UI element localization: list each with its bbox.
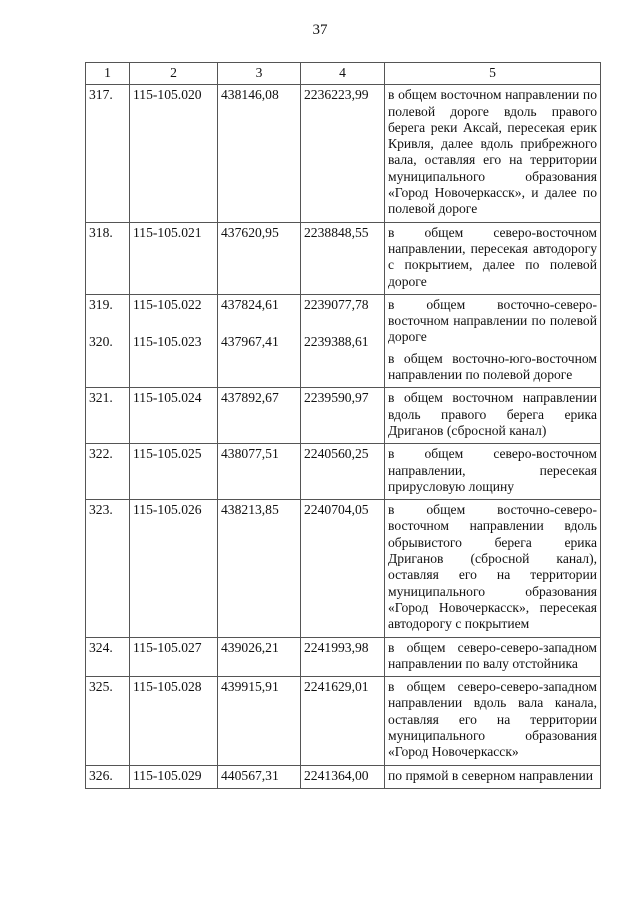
coord-x: 440567,31 — [218, 765, 301, 788]
row-number: 324. — [86, 637, 130, 677]
coord-y: 2239388,61 — [304, 334, 369, 350]
coord-x: 437967,41 — [221, 334, 279, 350]
point-code-group — [130, 294, 218, 387]
point-code: 115-105.027 — [130, 637, 218, 677]
table-row — [86, 388, 601, 444]
coord-x: 438146,08 — [218, 85, 301, 222]
table-row-group — [86, 294, 601, 387]
coord-x-group — [218, 294, 301, 387]
table-row — [86, 444, 601, 500]
table-row — [86, 677, 601, 765]
page-number: 37 — [312, 22, 328, 38]
table-row — [86, 637, 601, 677]
header-col-1: 1 — [86, 63, 130, 85]
coord-x: 439026,21 — [218, 637, 301, 677]
coord-x: 439915,91 — [218, 677, 301, 765]
route-description: в общем северо-северо-западном направлении вдоль вала канала, оставляя его на территории муниципального образования «Город Новочеркасск» — [385, 677, 601, 765]
route-description: в общем восточном направлении по полевой дороге вдоль правого берега реки Аксай, пересекая ерик Кривля, далее вдоль прибрежного вала, оставляя его на территории муниципального образования «Город Новочеркасск», и далее по полевой дороге — [385, 85, 601, 222]
coord-y: 2238848,55 — [301, 222, 385, 294]
route-description: по прямой в северном направлении — [385, 765, 601, 788]
route-description: в общем северо-восточном направлении, пересекая автодорогу с покрытием, далее по полевой дороге — [385, 222, 601, 294]
route-description: в общем восточно-северо-восточном направлении вдоль обрывистого берега ерика Дриганов (сбросной канал), оставляя его на территории муниципального образования «Город Новочеркасск», пересекая автодорогу с покрытием — [385, 500, 601, 637]
coord-y: 2239590,97 — [301, 388, 385, 444]
row-number: 325. — [86, 677, 130, 765]
coord-y: 2241993,98 — [301, 637, 385, 677]
route-description: в общем северо-восточном направлении, пересекая прирусловую лощину — [385, 444, 601, 500]
coord-y: 2236223,99 — [301, 85, 385, 222]
point-code: 115-105.025 — [130, 444, 218, 500]
point-code: 115-105.028 — [130, 677, 218, 765]
row-number: 326. — [86, 765, 130, 788]
route-description: в общем северо-северо-западном направлении по валу отстойника — [385, 637, 601, 677]
row-number: 322. — [86, 444, 130, 500]
table-row — [86, 500, 601, 637]
table-row — [86, 222, 601, 294]
header-col-5: 5 — [385, 63, 601, 85]
coord-y: 2240560,25 — [301, 444, 385, 500]
coord-x: 438077,51 — [218, 444, 301, 500]
coord-x: 437824,61 — [221, 296, 279, 312]
point-code: 115-105.026 — [130, 500, 218, 637]
point-code: 115-105.020 — [130, 85, 218, 222]
coord-x: 437620,95 — [218, 222, 301, 294]
coord-y: 2241629,01 — [301, 677, 385, 765]
row-number-group — [86, 294, 130, 387]
coord-y-group — [301, 294, 385, 387]
table-header-row — [86, 63, 601, 85]
route-description: в общем восточно-северо-восточном направлении по полевой дороге — [388, 296, 597, 345]
coord-y: 2240704,05 — [301, 500, 385, 637]
row-number: 320. — [89, 334, 113, 350]
route-description: в общем восточном направлении вдоль правого берега ерика Дриганов (сбросной канал) — [385, 388, 601, 444]
table-row — [86, 85, 601, 222]
route-description: в общем восточно-юго-восточном направлении по полевой дороге — [388, 350, 597, 383]
header-col-3: 3 — [218, 63, 301, 85]
header-col-4: 4 — [301, 63, 385, 85]
boundary-table — [85, 62, 601, 789]
route-description-group — [385, 294, 601, 387]
header-col-2: 2 — [130, 63, 218, 85]
point-code: 115-105.029 — [130, 765, 218, 788]
point-code: 115-105.022 — [133, 296, 202, 312]
row-number: 323. — [86, 500, 130, 637]
row-number: 318. — [86, 222, 130, 294]
coord-y: 2241364,00 — [301, 765, 385, 788]
coord-x: 438213,85 — [218, 500, 301, 637]
row-number: 319. — [89, 296, 113, 312]
coord-y: 2239077,78 — [304, 296, 369, 312]
table-row — [86, 765, 601, 788]
point-code: 115-105.021 — [130, 222, 218, 294]
point-code: 115-105.024 — [130, 388, 218, 444]
row-number: 317. — [86, 85, 130, 222]
point-code: 115-105.023 — [133, 334, 202, 350]
row-number: 321. — [86, 388, 130, 444]
coord-x: 437892,67 — [218, 388, 301, 444]
